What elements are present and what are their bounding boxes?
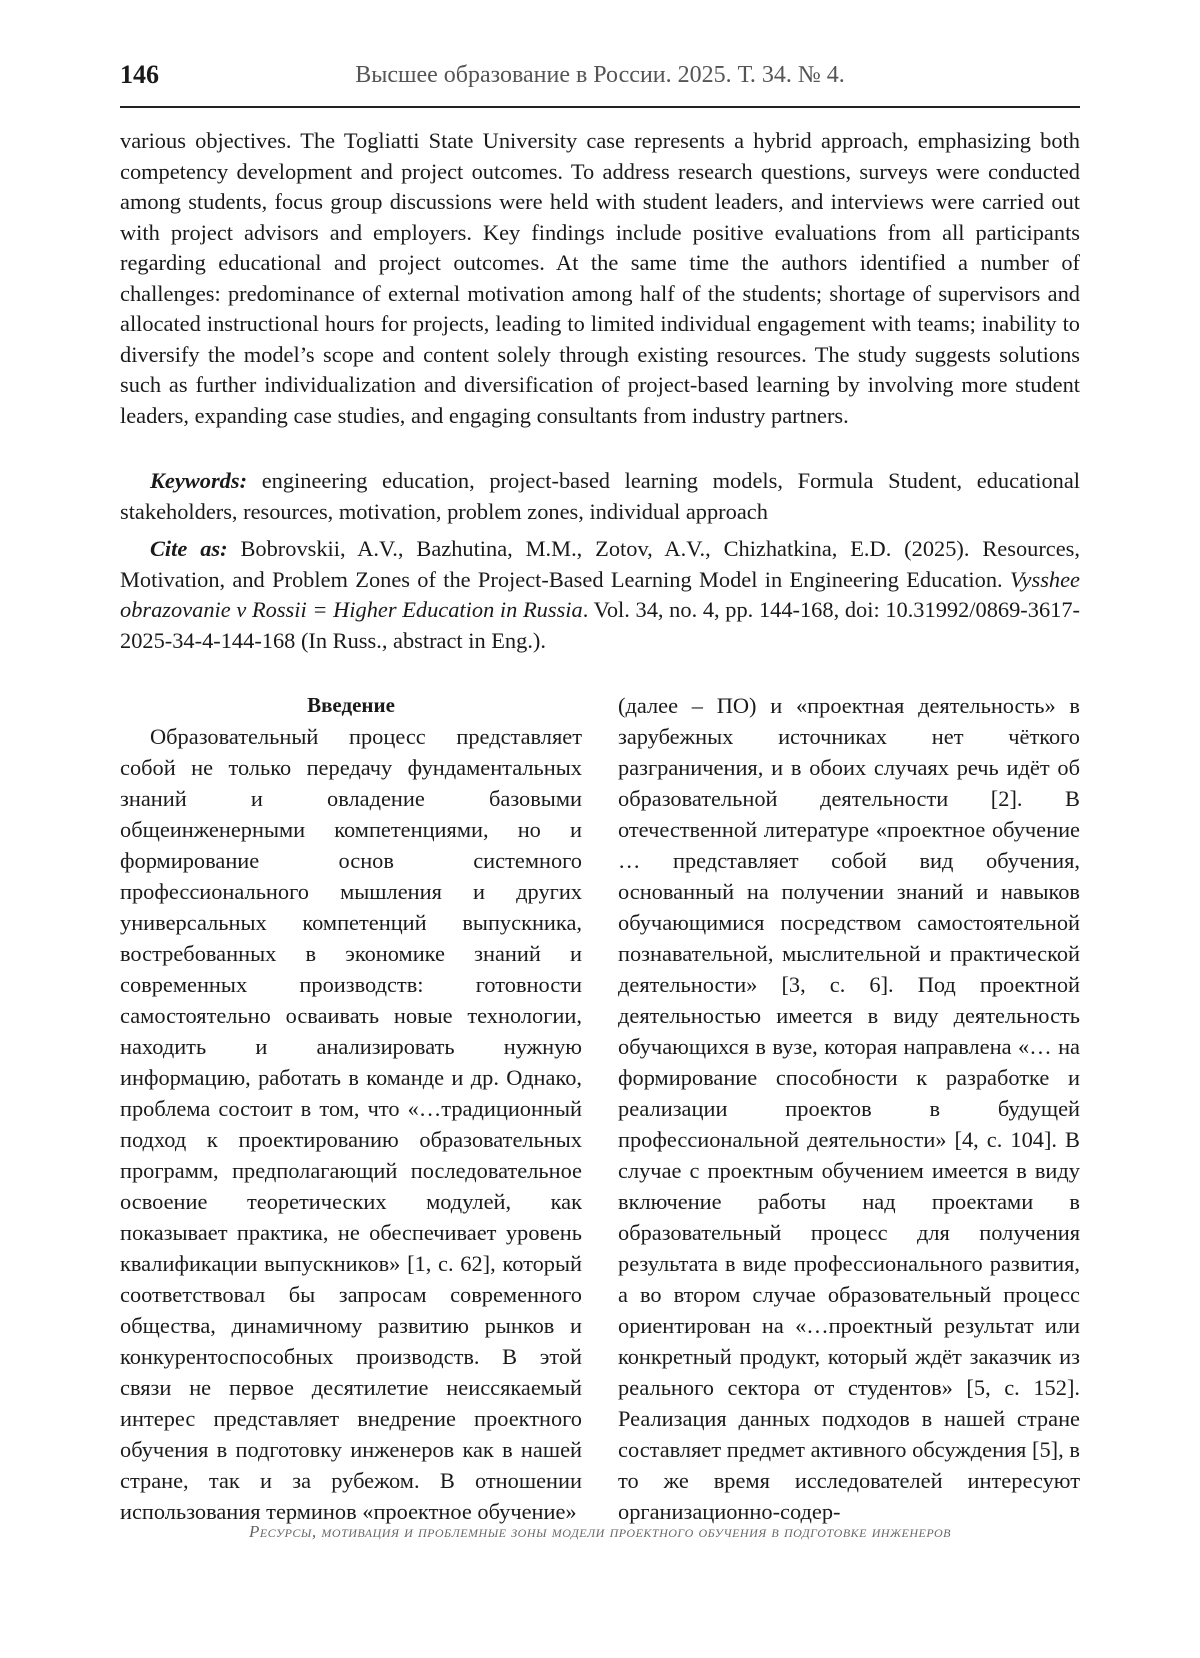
right-column: [618, 690, 1080, 1527]
keywords-text: engineering education, project-based learning models, Formula Student, educational stakeholders, resources, motivation, problem zones, individual approach: [120, 468, 1080, 524]
keywords: [120, 466, 1080, 527]
running-title: Ресурсы, мотивация и проблемные зоны модели проектного обучения в подготовке инженеров: [248, 1522, 952, 1541]
cite-text: Bobrovskii, A.V., Bazhutina, M.M., Zotov, A.V., Chizhatkina, E.D. (2025). Resources, Motivation, and Problem Zones of the Project-Based Learning Model in Engineering Education.: [120, 536, 1080, 592]
section-title: Введение: [307, 693, 395, 717]
page-header: [120, 58, 1080, 108]
keywords-label: Keywords:: [150, 468, 248, 493]
cite-journal: Vysshee obrazovanie v Rossii = Higher Education in Russia: [120, 566, 1080, 622]
intro-paragraph-right: (далее – ПО) и «проектная деятельность» в зарубежных источниках нет чёткого разграничения, и в обоих случаях речь идёт об образовательной деятельности [2]. В отечественной литературе «проектное обучение … представляет собой вид обучения, основанный на получении знаний и навыков обучающимися посредством самостоятельной познавательной, мыслительной и практической деятельности» [3, с. 6]. Под проектной деятельностью имеется в виду деятельность обучающихся в вузе, которая направлена «… на формирование способности к разработке и реализации проектов в будущей профессиональной деятельности» [4, с. 104]. В случае с проектным обучением имеется в виду включение работы над проектами в образовательный процесс для получения результата в виде профессионального развития, а во втором случае образовательный процесс ориентирован на «…проектный результат или конкретный продукт, который ждёт заказчик из реального сектора от студентов» [5, с. 152]. Реализация данных подходов в нашей стране составляет предмет активного обсуждения [5], в то же время исследователей интересуют организационно-содер-: [618, 693, 1080, 1524]
left-column: [120, 690, 582, 1527]
citation: [120, 534, 1080, 656]
intro-paragraph-left: Образовательный процесс представляет собой не только передачу фундаментальных знаний и овладение базовыми общеинженерными компетенциями, но и формирование основ системного профессионального мышления и других универсальных компетенций выпускника, востребованных в экономике знаний и современных производств: готовности самостоятельно осваивать новые технологии, находить и анализировать нужную информацию, работать в команде и др. Однако, проблема состоит в том, что «…традиционный подход к проектированию образовательных программ, предполагающий последовательное освоение теоретических модулей, как показывает практика, не обеспечивает уровень квалификации выпускников» [1, с. 62], который соответствовал бы запросам современного общества, динамичному развитию рынков и конкурентоспособных производств. В этой связи не первое десятилетие неиссякаемый интерес представляет внедрение проектного обучения в подготовку инженеров как в нашей стране, так и за рубежом. В отношении использования терминов «проектное обучение»: [120, 724, 582, 1524]
journal-title: Высшее образование в России. 2025. Т. 34. № 4.: [355, 62, 845, 88]
cite-label: Cite as:: [150, 536, 228, 561]
cite-text-after: . Vol. 34, no. 4, pp. 144-168, doi: 10.31992/0869-3617-2025-34-4-144-168 (In Russ., abstract in Eng.).: [120, 597, 1080, 653]
abstract-text: various objectives. The Togliatti State University case represents a hybrid approach, emphasizing both competency development and project outcomes. To address research questions, surveys were conducted among students, focus group discussions were held with student leaders, and interviews were carried out with project advisors and employers. Key findings include positive evaluations from all participants regarding educational and project outcomes. At the same time the authors identified a number of challenges: predominance of external motivation among half of the students; shortage of supervisors and allocated instructional hours for projects, leading to limited individual engagement with teams; inability to diversify the model’s scope and content solely through existing resources. The study suggests solutions such as further individualization and diversification of project-based learning by involving more student leaders, expanding case studies, and engaging consultants from industry partners.: [120, 128, 1080, 428]
page-number: 146: [120, 60, 159, 89]
